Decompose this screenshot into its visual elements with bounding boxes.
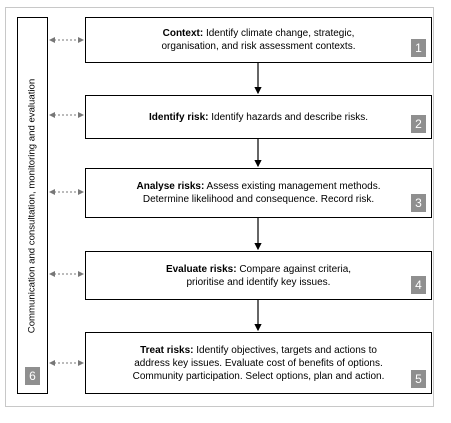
step-line: Identify hazards and describe risks.	[208, 111, 368, 123]
step-line: Assess existing management methods.	[204, 181, 381, 192]
step-line: Identify climate change, strategic,	[203, 28, 355, 39]
side-panel-label: Communication and consultation, monitoring and evaluation	[26, 78, 38, 334]
step-text	[142, 263, 375, 289]
step-title: Analyse risks:	[136, 181, 205, 192]
step-title: Treat risks:	[140, 344, 194, 356]
step-number-badge: 5	[411, 370, 426, 388]
step-text	[112, 180, 404, 206]
step-title: Evaluate risks:	[165, 263, 237, 275]
step-title: Identify risk:	[149, 111, 209, 123]
step-title: Context:	[162, 28, 204, 39]
step-line: Community participation. Select options, plan and action.	[132, 370, 385, 382]
step-line: prioritise and identify key issues.	[186, 276, 331, 288]
step-number-badge: 6	[25, 367, 40, 385]
step-line: Identify objectives, targets and actions to	[193, 344, 377, 356]
step-analyse-risks	[85, 168, 432, 218]
step-text	[125, 111, 392, 124]
step-treat-risks	[85, 332, 432, 394]
step-number-badge: 1	[411, 39, 426, 57]
step-evaluate-risks	[85, 251, 432, 300]
step-number-badge: 3	[411, 194, 426, 212]
step-context	[85, 17, 432, 63]
step-line: Compare against criteria,	[236, 263, 352, 275]
step-text	[138, 27, 380, 53]
step-line: Determine likelihood and consequence. Record risk.	[142, 194, 375, 205]
step-line: address key issues. Evaluate cost of benefits of options.	[134, 357, 383, 369]
step-line: organisation, and risk assessment contexts.	[161, 41, 356, 52]
step-text	[109, 344, 409, 383]
step-identify-risk	[85, 95, 432, 139]
step-number-badge: 2	[411, 115, 426, 133]
step-number-badge: 4	[411, 276, 426, 294]
